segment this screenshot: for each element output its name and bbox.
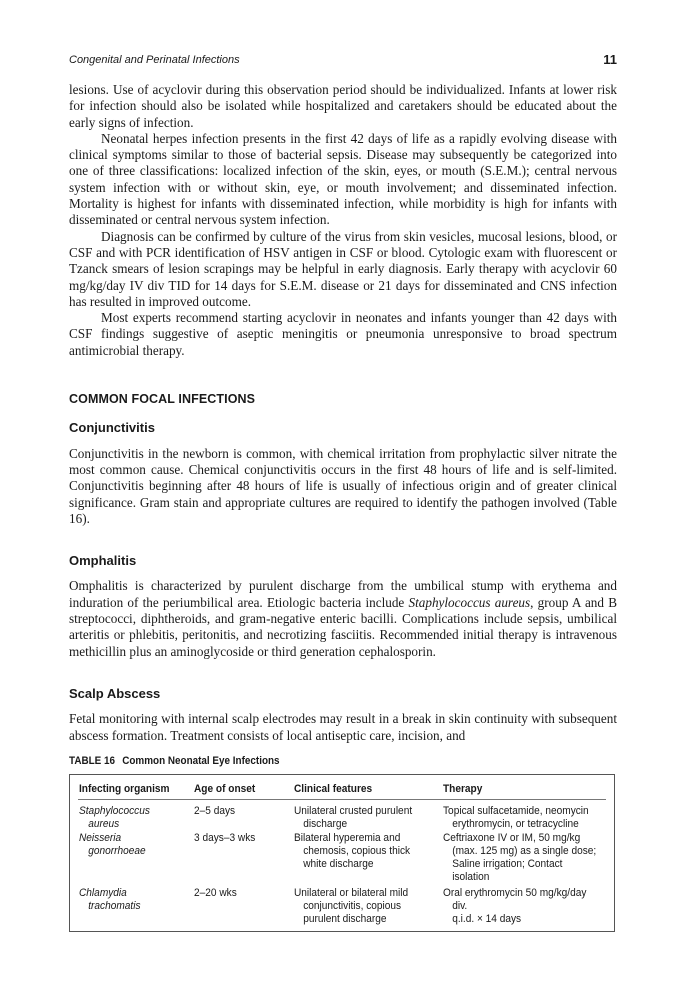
table-label: TABLE 16	[69, 755, 116, 767]
cell-line: discharge	[303, 818, 348, 830]
table-cell-therapy	[443, 887, 586, 926]
cell-line: erythromycin, or tetracycline	[452, 818, 579, 830]
text-run: , group A and B streptococci, diphtheroids, and gram-negative enteric bacilli. Complications include sepsis, umbilical arteritis or phlebitis, peritonitis, and necrotizing fasciitis. Recommended initial therapy is intravenous methicillin plus an aminoglycoside or third generation cephalosporin.	[69, 594, 617, 659]
cell-line: trachomatis	[88, 900, 141, 912]
column-header: Infecting organism	[79, 783, 170, 795]
text-run: Omphalitis is characterized by purulent discharge from the umbilical stump with erythema and induration of the periumbilical area. Etiologic bacteria include	[69, 578, 617, 610]
body-text	[69, 82, 617, 744]
cell-line: isolation	[452, 871, 490, 883]
subsection-heading-scalp-abscess: Scalp Abscess	[69, 685, 161, 701]
table-title: Common Neonatal Eye Infections	[122, 755, 280, 767]
cell-line: gonorrhoeae	[88, 845, 146, 857]
table-cell-age: 2–5 days	[194, 805, 236, 817]
running-title: Congenital and Perinatal Infections	[69, 54, 240, 66]
cell-line: Topical sulfacetamide, neomycin	[443, 805, 589, 817]
cell-line: Neisseria	[79, 832, 122, 844]
table-cell-features	[294, 805, 412, 831]
table-caption	[69, 755, 280, 767]
subsection-heading-conjunctivitis: Conjunctivitis	[69, 420, 155, 436]
subsection-heading-omphalitis: Omphalitis	[69, 553, 137, 569]
column-header: Therapy	[443, 783, 483, 795]
cell-line: Oral erythromycin 50 mg/kg/day	[443, 887, 587, 899]
cell-line: div.	[452, 900, 468, 912]
table-header-rule	[78, 799, 606, 800]
cell-line: Unilateral crusted purulent	[294, 805, 413, 817]
table-cell-therapy	[443, 805, 589, 831]
cell-line: chemosis, copious thick	[303, 845, 411, 857]
page-number: 11	[603, 52, 617, 67]
table-cell-organism	[79, 805, 150, 831]
table-cell-organism	[79, 887, 141, 913]
cell-line: q.i.d. × 14 days	[452, 913, 522, 925]
paragraph: Most experts recommend starting acyclovir in neonates and infants younger than 42 days with CSF findings suggestive of aseptic meningitis or pneumonia unresponsive to broad spectrum antimicrobial therapy.	[69, 310, 617, 358]
paragraph-conjunctivitis: Conjunctivitis in the newborn is common, with chemical irritation from prophylactic silver nitrate the most common cause. Chemical conjunctivitis occurs in the first 48 hours of life and is self-limited. Conjunctivitis beginning after 48 hours of life is usually of infectious origin and of greater clinical significance. Gram stain and appropriate cultures are required to identify the pathogen involved (Table 16).	[69, 445, 617, 526]
cell-line: purulent discharge	[303, 913, 387, 925]
column-header: Clinical features	[294, 783, 373, 795]
paragraph-scalp-abscess: Fetal monitoring with internal scalp electrodes may result in a break in skin continuity with subsequent abscess formation. Treatment consists of local antiseptic care, incision, and	[69, 711, 617, 743]
cell-line: conjunctivitis, copious	[303, 900, 402, 912]
table-cell-age: 3 days–3 wks	[194, 832, 256, 844]
cell-line: Ceftriaxone IV or IM, 50 mg/kg	[443, 832, 581, 844]
cell-line: (max. 125 mg) as a single dose;	[452, 845, 597, 857]
paragraph: lesions. Use of acyclovir during this observation period should be individualized. Infants at lower risk for infection should also be isolated while hospitalized and caretakers should be educated about the early signs of infection.	[69, 82, 617, 130]
table-cell-features	[294, 832, 410, 871]
table-cell-organism	[79, 832, 146, 858]
cell-line: aureus	[88, 818, 120, 830]
table-16	[69, 774, 615, 932]
cell-line: Unilateral or bilateral mild	[294, 887, 409, 899]
paragraph: Neonatal herpes infection presents in the first 42 days of life as a rapidly evolving disease with clinical symptoms similar to those of bacterial sepsis. Disease may subsequently be categorized into one of three classifications: localized infection of the skin, eyes, or mouth (S.E.M.); central nervous system infection with or without skin, eye, or mouth involvement; and disseminated infection. Mortality is highest for infants with disseminated infection, while morbidity is high for infants with disseminated or central nervous system infection.	[69, 130, 617, 228]
cell-line: Saline irrigation; Contact	[452, 858, 563, 870]
cell-line: Staphylococcus	[79, 805, 150, 817]
paragraph: Diagnosis can be confirmed by culture of the virus from skin vesicles, mucosal lesions, blood, or CSF and with PCR identification of HSV antigen in CSF or blood. Cytologic exam with fluorescent or Tzanck smears of lesion scrapings may be helpful in early diagnosis. Early therapy with acyclovir 60 mg/kg/day IV div TID for 14 days for S.E.M. disease or 21 days for disseminated and CNS infection has resulted in improved outcome.	[69, 228, 617, 309]
cell-line: Bilateral hyperemia and	[294, 832, 401, 844]
column-header: Age of onset	[194, 783, 256, 795]
cell-line: Chlamydia	[79, 887, 127, 899]
running-head	[69, 52, 617, 70]
cell-line: white discharge	[303, 858, 374, 870]
table-cell-therapy	[443, 832, 596, 884]
paragraph-omphalitis	[69, 578, 617, 659]
table-cell-age: 2–20 wks	[194, 887, 237, 899]
organism-name: Staphylococcus aureus	[408, 594, 531, 610]
table-cell-features	[294, 887, 408, 926]
section-heading: COMMON FOCAL INFECTIONS	[69, 392, 256, 407]
